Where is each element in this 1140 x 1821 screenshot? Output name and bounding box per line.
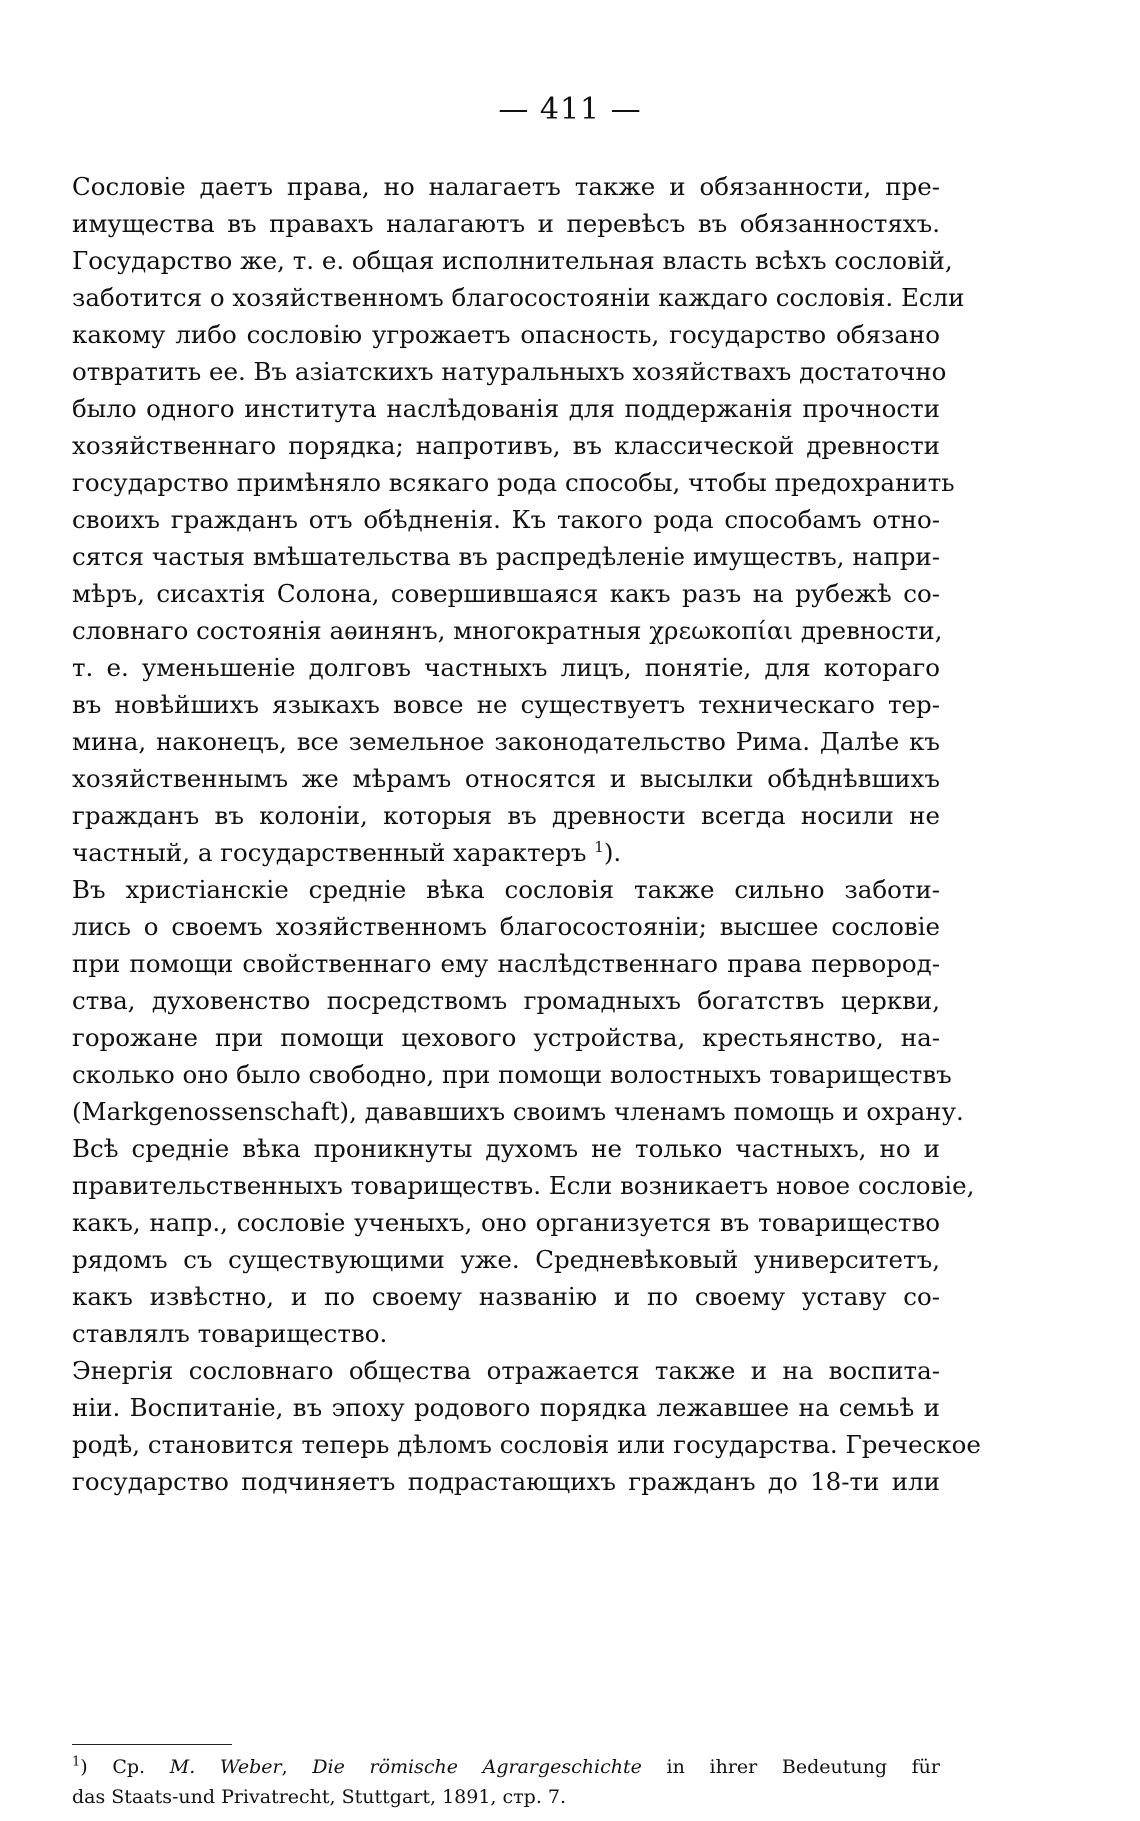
text-line: ства, духовенство посредствомъ громадныхъ богатствъ церкви,: [72, 986, 940, 1015]
text-line: словнаго состоянія аѳинянъ, многократныя χρεωκοπίαι древности,: [72, 616, 943, 645]
text-line: государство подчиняетъ подрастающихъ гражданъ до 18-ти или: [72, 1467, 940, 1496]
text-line: Всѣ средніе вѣка проникнуты духомъ не только частныхъ, но и: [72, 1134, 940, 1163]
footnote-author: M. Weber: [169, 1756, 282, 1778]
footnote-prefix: ) Cp.: [80, 1756, 170, 1778]
body-text: [72, 168, 981, 1500]
footnotes: [72, 1752, 940, 1812]
last-line-text: частный, а государственный характеръ: [72, 838, 587, 867]
text-line: при помощи свойственнаго ему наслѣдственнаго права первород-: [72, 949, 940, 978]
last-line-text: ставлялъ товарищество.: [72, 1319, 388, 1348]
text-line: было одного института наслѣдованія для поддержанія прочности: [72, 394, 940, 423]
text-line: отвратить ее. Въ азіатскихъ натуральныхъ хозяйствахъ достаточно: [72, 357, 947, 386]
text-line-last: [72, 1315, 940, 1352]
text-line: хозяйственнымъ же мѣрамъ относятся и высылки обѣднѣвшихъ: [72, 764, 940, 793]
text-line: заботится о хозяйственномъ благосостояніи каждаго сословія. Если: [72, 283, 965, 312]
footnote-marker: 1: [72, 1754, 81, 1770]
paragraph-3: [72, 1352, 981, 1500]
text-line: хозяйственнаго порядка; напротивъ, въ классической древности: [72, 431, 940, 460]
page-number: — 411 —: [498, 92, 642, 127]
text-line: мина, наконецъ, все земельное законодательство Рима. Далѣе къ: [72, 727, 940, 756]
text-line: Въ христіанскіе средніе вѣка сословія также сильно заботи-: [72, 875, 940, 904]
text-line: горожане при помощи цехового устройства, крестьянство, на-: [72, 1023, 940, 1052]
text-line: имущества въ правахъ налагаютъ и перевѣсъ въ обязанностяхъ.: [72, 209, 940, 238]
footnote-line-1: [72, 1752, 940, 1782]
text-line: Государство же, т. е. общая исполнительная власть всѣхъ сословій,: [72, 246, 953, 275]
text-line: сятся частыя вмѣшательства въ распредѣленіе имуществъ, напри-: [72, 542, 940, 571]
text-line: рядомъ съ существующими уже. Средневѣковый университетъ,: [72, 1245, 940, 1274]
text-line: Энергія сословнаго общества отражается также и на воспита-: [72, 1356, 940, 1385]
footnote-comma: ,: [281, 1756, 313, 1778]
text-line: лись о своемъ хозяйственномъ благосостояніи; высшее сословіе: [72, 912, 940, 941]
footnote-divider: [72, 1744, 232, 1745]
text-line: мѣръ, сисахтія Солона, совершившаяся какъ разъ на рубежѣ со-: [72, 579, 940, 608]
last-line-tail: ).: [603, 838, 622, 867]
text-line: сколько оно было свободно, при помощи волостныхъ товариществъ: [72, 1060, 952, 1089]
text-line: гражданъ въ колоніи, которыя въ древности всегда носили не: [72, 801, 940, 830]
text-line: ніи. Воспитаніе, въ эпоху родового порядка лежавшее на семьѣ и: [72, 1393, 940, 1422]
text-line: своихъ гражданъ отъ обѣдненія. Къ такого рода способамъ отно-: [72, 505, 940, 534]
text-line: какъ извѣстно, и по своему названію и по своему уставу со-: [72, 1282, 940, 1311]
text-line: какому либо сословію угрожаетъ опасность, государство обязано: [72, 320, 940, 349]
text-line: (Markgenossenschaft), дававшихъ своимъ членамъ помощь и охрану.: [72, 1097, 964, 1126]
footnote-line-2: das Staats-und Privatrecht, Stuttgart, 1891, стр. 7.: [72, 1786, 567, 1808]
paragraph-2: [72, 871, 975, 1352]
text-line-last: [72, 834, 940, 871]
footnote-title: Die römische Agrargeschichte: [312, 1756, 642, 1778]
footnote-rest: in ihrer Bedeutung für: [641, 1756, 940, 1778]
footnote-reference: 1: [594, 837, 604, 856]
text-line: правительственныхъ товариществъ. Если возникаетъ новое сословіе,: [72, 1171, 975, 1200]
text-line: родѣ, становится теперь дѣломъ сословія или государства. Греческое: [72, 1430, 981, 1459]
text-line: государство примѣняло всякаго рода способы, чтобы предохранить: [72, 468, 955, 497]
text-line: какъ, напр., сословіе ученыхъ, оно организуется въ товарищество: [72, 1208, 940, 1237]
text-line: въ новѣйшихъ языкахъ вовсе не существуетъ техническаго тер-: [72, 690, 940, 719]
text-line: т. е. уменьшеніе долговъ частныхъ лицъ, понятіе, для котораго: [72, 653, 940, 682]
paragraph-1: [72, 168, 965, 871]
text-line: Сословіе даетъ права, но налагаетъ также и обязанности, пре-: [72, 172, 940, 201]
